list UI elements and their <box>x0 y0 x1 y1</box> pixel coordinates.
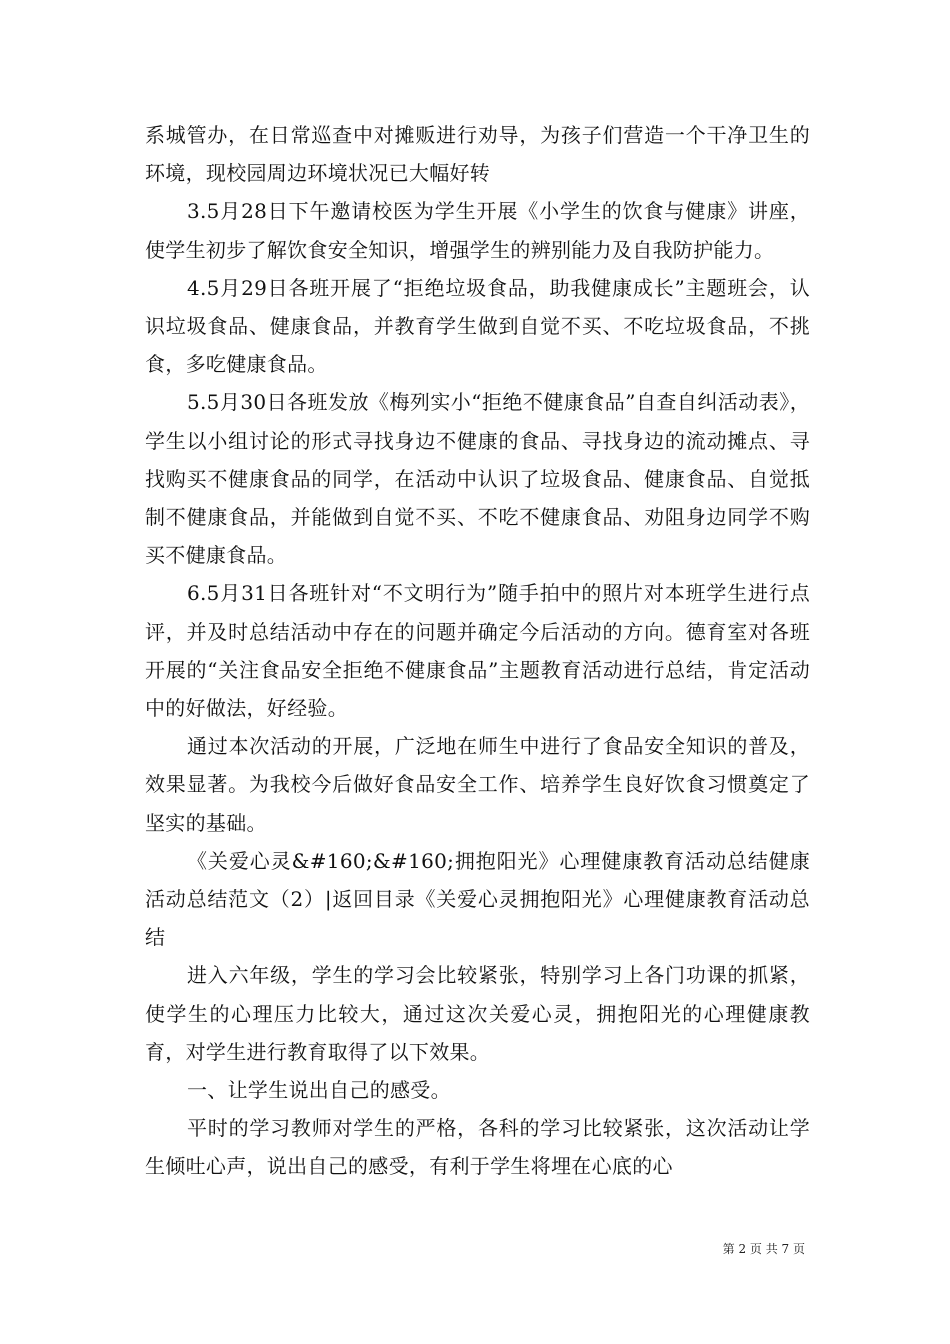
paragraph-body: 平时的学习教师对学生的严格，各科的学习比较紧张，这次活动让学生倾吐心声，说出自己的感受，有利于学生将埋在心底的心 <box>145 1116 810 1179</box>
paragraph-item-4: 4.5月29日各班开展了“拒绝垃圾食品，助我健康成长”主题班会，认识垃圾食品、健康食品，并教育学生做到自觉不买、不吃垃圾食品，不挑食，多吃健康食品。 <box>145 275 810 377</box>
paragraph-intro: 进入六年级，学生的学习会比较紧张，特别学习上各门功课的抓紧，使学生的心理压力比较大，通过这次关爱心灵，拥抱阳光的心理健康教育，对学生进行教育取得了以下效果。 <box>145 963 810 1064</box>
paragraph-item-5: 5.5月30日各班发放《梅列实小“拒绝不健康食品”自查自纠活动表》，学生以小组讨论的形式寻找身边不健康的食品、寻找身边的流动摊点、寻找购买不健康食品的同学，在活动中认识了垃圾食品、健康食品、自觉抵制不健康食品，并能做到自觉不买、不吃不健康食品、劝阻身边同学不购买不健康食品。 <box>145 390 810 568</box>
paragraph-summary: 通过本次活动的开展，广泛地在师生中进行了食品安全知识的普及，效果显著。为我校今后做好食品安全工作、培养学生良好饮食习惯奠定了坚实的基础。 <box>145 734 810 835</box>
section-title: 《关爱心灵&#160;&#160;拥抱阳光》心理健康教育活动总结健康活动总结范文（2）|返回目录《关爱心灵拥抱阳光》心理健康教育活动总结 <box>145 848 810 950</box>
paragraph-item-6: 6.5月31日各班针对“不文明行为”随手拍中的照片对本班学生进行点评，并及时总结活动中存在的问题并确定今后活动的方向。德育室对各班开展的“关注食品安全拒绝不健康食品”主题教育活动进行总结，肯定活动中的好做法，好经验。 <box>145 581 810 721</box>
paragraph-item-3: 3.5月28日下午邀请校医为学生开展《小学生的饮食与健康》讲座，使学生初步了解饮食安全知识，增强学生的辨别能力及自我防护能力。 <box>145 199 810 262</box>
subheading: 一、让学生说出自己的感受。 <box>187 1078 451 1103</box>
document-body <box>145 116 810 1186</box>
paragraph-continuation: 系城管办，在日常巡查中对摊贩进行劝导，为孩子们营造一个干净卫生的环境，现校园周边环境状况已大幅好转 <box>145 123 810 186</box>
page-number: 第 2 页 共 7 页 <box>722 1242 805 1256</box>
